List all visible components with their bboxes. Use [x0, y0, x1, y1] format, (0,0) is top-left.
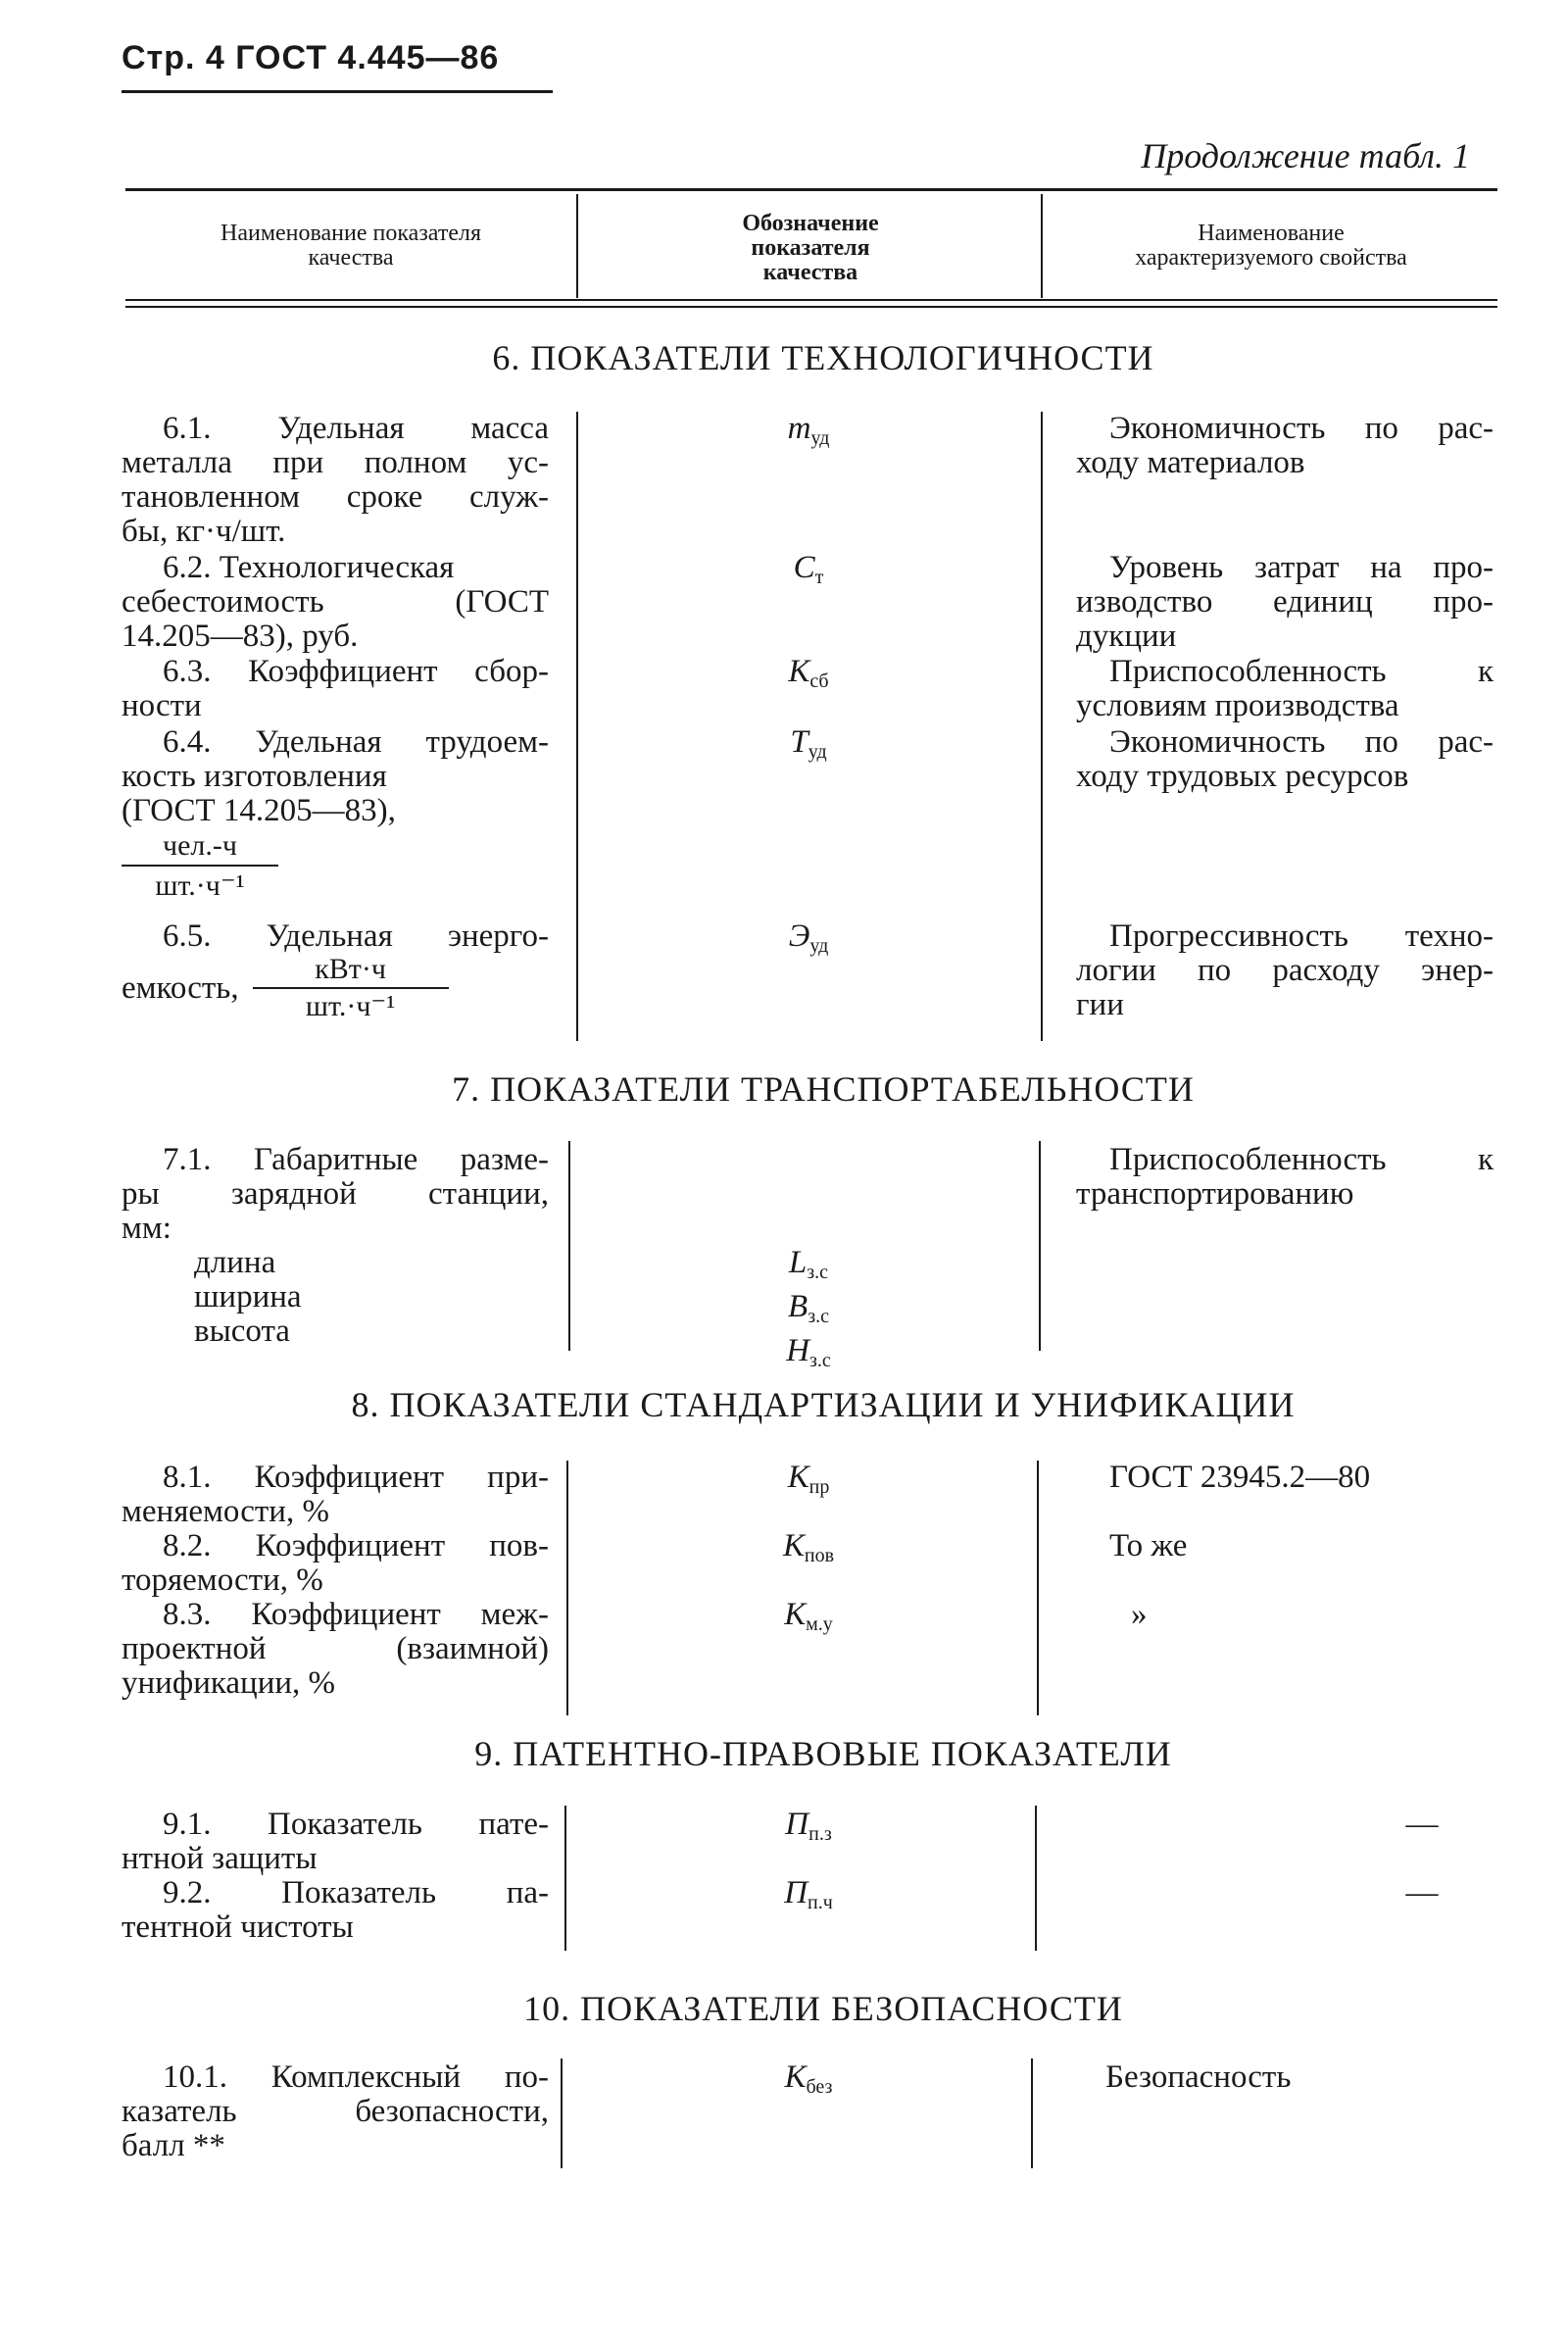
row-name: 8.3. Коэффициент меж- проектной (взаимной) унификации, % — [122, 1597, 549, 1701]
fraction-bar — [122, 865, 278, 867]
header-rule — [122, 90, 553, 93]
column-divider — [561, 2058, 563, 2168]
row-name: 8.2. Коэффициент пов- торяемости, % — [122, 1528, 549, 1598]
column-divider — [568, 1141, 570, 1351]
column-divider — [564, 1806, 566, 1951]
unit-fraction: кВт·ч шт.·ч⁻¹ — [253, 954, 449, 1022]
section-title: 8. ПОКАЗАТЕЛИ СТАНДАРТИЗАЦИИ И УНИФИКАЦИИ — [351, 1385, 1296, 1424]
fraction-bar — [253, 987, 449, 989]
section-title: 9. ПАТЕНТНО-ПРАВОВЫЕ ПОКАЗАТЕЛИ — [474, 1734, 1172, 1773]
row-name: 9.1. Показатель пате- нтной защиты — [122, 1807, 549, 1876]
header-bottom-rule — [125, 299, 1497, 301]
row-symbol: $Э_{уд}$ — [788, 918, 829, 957]
row-symbol: $П_{п.з}$ — [785, 1807, 832, 1845]
row-property: Приспособленность к условиям производства — [1076, 654, 1494, 723]
row-property: — — [1405, 1807, 1439, 1842]
column-divider — [1041, 412, 1043, 1041]
row-symbol: $К_{м.у}$ — [784, 1597, 833, 1635]
section-title: 6. ПОКАЗАТЕЛИ ТЕХНОЛОГИЧНОСТИ — [492, 338, 1154, 377]
header-divider — [1041, 194, 1043, 298]
column-divider — [566, 1461, 568, 1715]
row-property: Безопасность — [1105, 2059, 1292, 2095]
row-name: 6.4. Удельная трудоем- кость изготовления (ГОСТ 14.205—83), чел.-ч шт.·ч⁻¹ — [122, 724, 549, 902]
table-top-rule — [125, 188, 1497, 191]
row-name: 10.1. Комплексный по- казатель безопасности, балл ** — [122, 2059, 549, 2163]
row-name: 6.5. Удельная энерго- емкость, кВт·ч шт.·ч⁻¹ — [122, 918, 549, 1022]
header-bottom-rule — [125, 306, 1497, 308]
row-name: 8.1. Коэффициент при- меняемости, % — [122, 1460, 549, 1529]
row-symbol: $К_{сб}$ — [788, 654, 829, 692]
row-property: ГОСТ 23945.2—80 — [1109, 1460, 1371, 1495]
row-symbol: $К_{без}$ — [784, 2059, 833, 2098]
row-property: Экономичность по рас- ходу материалов — [1076, 411, 1494, 480]
row-name: 6.1. Удельная масса металла при полном ус- тановленном сроке служ- бы, кг·ч/шт. — [122, 411, 549, 549]
row-name: 6.3. Коэффициент сбор- ности — [122, 654, 549, 723]
page-header: Стр. 4 ГОСТ 4.445—86 — [122, 39, 500, 76]
row-name: 6.2. Технологическая себестоимость (ГОСТ 14.205—83), руб. — [122, 550, 549, 654]
column-header-name: Наименование показателя качества — [220, 221, 481, 272]
row-name: 7.1. Габаритные разме- ры зарядной станции, мм: длина ширина высота — [122, 1142, 549, 1349]
unit-fraction: чел.-ч шт.·ч⁻¹ — [122, 828, 278, 903]
row-symbol: $К_{пов}$ — [782, 1528, 835, 1566]
row-symbol: $П_{п.ч}$ — [784, 1875, 833, 1913]
row-symbol: $К_{пр}$ — [787, 1460, 830, 1498]
row-symbol: $L_{з.с}$ $В_{з.с}$ $Н_{з.с}$ — [786, 1245, 831, 1371]
row-property: — — [1405, 1875, 1439, 1910]
row-symbol: $m_{уд}$ — [787, 411, 830, 449]
section-title: 7. ПОКАЗАТЕЛИ ТРАНСПОРТАБЕЛЬНОСТИ — [452, 1069, 1195, 1109]
row-property: Приспособленность к транспортированию — [1076, 1142, 1494, 1212]
table-continuation-label: Продолжение табл. 1 — [1141, 136, 1470, 175]
header-divider — [576, 194, 578, 298]
row-property: » — [1131, 1597, 1148, 1632]
row-symbol: $Т_{уд}$ — [790, 724, 827, 763]
section-title: 10. ПОКАЗАТЕЛИ БЕЗОПАСНОСТИ — [523, 1989, 1123, 2028]
row-name: 9.2. Показатель па- тентной чистоты — [122, 1875, 549, 1945]
row-property: То же — [1109, 1528, 1188, 1563]
column-header-symbol: Обозначение показателя качества — [742, 211, 879, 286]
row-symbol: $С_т$ — [793, 550, 824, 588]
column-divider — [1039, 1141, 1041, 1351]
row-property: Уровень затрат на про- изводство единиц про- дукции — [1076, 550, 1494, 654]
row-property: Экономичность по рас- ходу трудовых ресурсов — [1076, 724, 1494, 794]
row-property: Прогрессивность техно- логии по расходу энер- гии — [1076, 918, 1494, 1022]
column-header-property: Наименование характеризуемого свойства — [1135, 221, 1407, 272]
